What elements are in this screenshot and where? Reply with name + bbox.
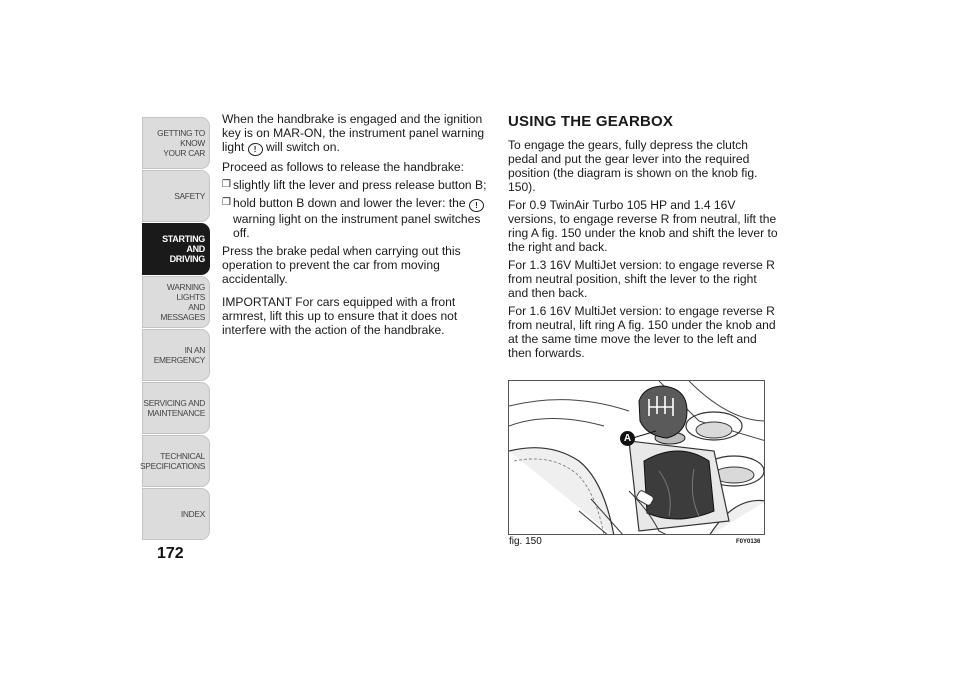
list-item-text: slightly lift the lever and press release button B; [233,178,487,192]
paragraph: For 1.6 16V MultiJet version: to engage reverse R from neutral, lift ring A fig. 150 under the knob and at the same time move the lever to the left and then forwards. [508,304,776,360]
gear-lever-drawing [509,381,765,535]
checkbox-bullet-icon: ❒ [222,197,231,208]
tab-label [143,128,205,158]
tab-label-line2: SPECIFICATIONS [140,461,205,471]
tab-label-line2: AND MESSAGES [160,302,205,322]
paragraph: To engage the gears, fully depress the clutch pedal and put the gear lever into the required position (the diagram is shown on the knob fig. 150). [508,138,758,194]
list-item-text-part: warning light on the instrument panel switches off. [233,212,481,240]
tab-label-line1: GETTING TO KNOW [157,128,205,148]
figure-caption: fig. 150 [509,536,542,547]
tab-label-line1: IN AN EMERGENCY [153,345,205,365]
tab-index[interactable] [142,488,210,540]
paragraph [222,112,490,156]
callout-a-label: A [620,431,635,446]
left-column [222,112,490,341]
right-column [508,112,780,364]
paragraph: For 0.9 TwinAir Turbo 105 HP and 1.4 16V versions, to engage reverse R from neutral, lift the ring A fig. 150 under the knob and shift the lever to the right and back. [508,198,778,254]
tab-label [143,398,205,418]
tab-technical-specifications[interactable] [142,435,210,487]
tab-safety[interactable] [142,170,210,222]
tab-label [143,345,205,365]
section-heading: USING THE GEARBOX [508,113,674,130]
tab-label-line2: DRIVING [169,254,205,264]
tab-starting-and-driving[interactable] [142,223,210,275]
tab-label-line1: TECHNICAL [160,451,205,461]
tab-label-line2: MAINTENANCE [147,408,205,418]
tab-warning-lights[interactable] [142,276,210,328]
tab-label-line1: SAFETY [174,191,205,201]
list-item [222,178,490,192]
checkbox-bullet-icon: ❒ [222,179,231,190]
page-number: 172 [157,545,184,562]
paragraph: For 1.3 16V MultiJet version: to engage reverse R from neutral position, shift the lever to the right and then back. [508,258,775,300]
figure-code: F0Y0136 [736,539,761,545]
handbrake-warning-icon: ! [248,143,263,156]
list-item-text [233,196,490,240]
list-item-text-part: hold button B down and lower the lever: the [233,196,466,210]
paragraph-text: will switch on. [265,140,340,154]
tab-label-line1: SERVICING AND [143,398,205,408]
tab-label [140,451,205,471]
paragraph-text: When the handbrake is engaged and the ignition key is on MAR-ON, the instrument panel warning light [222,112,485,154]
tab-label-line1: STARTING AND [162,234,205,254]
gear-lever-illustration [508,380,765,535]
paragraph: Press the brake pedal when carrying out this operation to prevent the car from moving accidentally. [222,244,461,286]
tab-label [174,191,205,201]
tab-label [143,282,205,322]
tab-label-line1: INDEX [180,509,205,519]
tab-servicing[interactable] [142,382,210,434]
tab-label-line1: WARNING LIGHTS [166,282,205,302]
tab-label [181,509,205,519]
important-note: IMPORTANT For cars equipped with a front armrest, lift this up to ensure that it does not interfere with the action of the handbrake. [222,295,458,337]
paragraph: Proceed as follows to release the handbrake: [222,160,465,174]
tab-in-an-emergency[interactable] [142,329,210,381]
tab-label [143,234,205,264]
list-item [222,196,490,240]
tab-label-line2: YOUR CAR [163,148,205,158]
handbrake-warning-icon: ! [469,199,484,212]
tab-getting-to-know[interactable] [142,117,210,169]
